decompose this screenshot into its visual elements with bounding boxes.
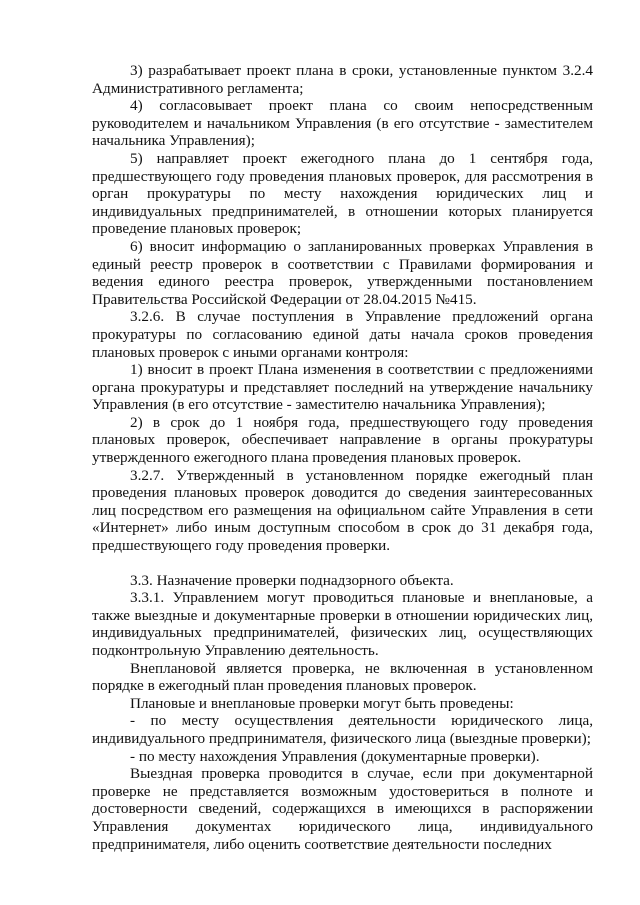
paragraph-unscheduled-definition: Внеплановой является проверка, не включенная в установленном порядке в ежегодный план проведения плановых проверок. — [92, 659, 593, 695]
paragraph-item-6: 6) вносит информацию о запланированных проверках Управления в единый реестр проверок в соответствии с Правилами формирования и ведения единого реестра проверок, утвержденными постановлением Правительства Российской Федерации от 28.04.2015 №415. — [92, 237, 593, 308]
section-spacer — [92, 555, 593, 572]
paragraph-item-2: 2) в срок до 1 ноября года, предшествующего году проведения плановых проверок, обеспечивает направление в органы прокуратуры утвержденного ежегодного плана проведения плановых проверок. — [92, 413, 593, 467]
paragraph-onsite-conditions: Выездная проверка проводится в случае, если при документарной проверке не представляется возможным удостовериться в полноте и достоверности сведений, содержащихся в имеющихся в распоряжении Управления документах юридического лица, индивидуального предпринимателя, либо оценить соответствие деятельности последних — [92, 765, 593, 853]
paragraph-3-2-6: 3.2.6. В случае поступления в Управление предложений органа прокуратуры по согласованию единой даты начала сроков проведения плановых проверок с иными органами контроля: — [92, 308, 593, 361]
section-heading-3-3: 3.3. Назначение проверки поднадзорного объекта. — [130, 571, 454, 589]
paragraph-item-4: 4) согласовывает проект плана со своим непосредственным руководителем и начальником Управления (в его отсутствие - заместителем начальника Управления); — [92, 97, 593, 150]
paragraph-3-3-1: 3.3.1. Управлением могут проводиться плановые и внеплановые, а также выездные и документарные проверки в отношении юридических лиц, индивидуальных предпринимателей, физических лиц, осуществляющих подконтрольную Управлению деятельность. — [92, 589, 593, 659]
paragraph-onsite-inspection: - по месту осуществления деятельности юридического лица, индивидуального предпринимателя, физического лица (выездные проверки); — [92, 712, 593, 747]
paragraph-inspection-types-intro: Плановые и внеплановые проверки могут быть проведены: — [130, 694, 514, 712]
paragraph-documentary-inspection: - по месту нахождения Управления (документарные проверки). — [130, 747, 540, 765]
paragraph-item-5: 5) направляет проект ежегодного плана до 1 сентября года, предшествующего году проведения плановых проверок, для рассмотрения в орган прокуратуры по месту нахождения юридических лиц и индивидуальных предпринимателей, в отношении которых планируется проведение плановых проверок; — [92, 149, 593, 238]
paragraph-3-2-7: 3.2.7. Утвержденный в установленном порядке ежегодный план проведения плановых проверок доводится до сведения заинтересованных лиц посредством его размещения на официальном сайте Управления в сети «Интернет» либо иным доступным способом в срок до 31 декабря года, предшествующего году проведения проверки. — [92, 466, 593, 555]
paragraph-item-3: 3) разрабатывает проект плана в сроки, установленные пунктом 3.2.4 Административного регламента; — [92, 62, 593, 97]
paragraph-item-1: 1) вносит в проект Плана изменения в соответствии с предложениями органа прокуратуры и представляет последний на утверждение начальнику Управления (в его отсутствие - заместителю начальника Управления); — [92, 361, 593, 414]
